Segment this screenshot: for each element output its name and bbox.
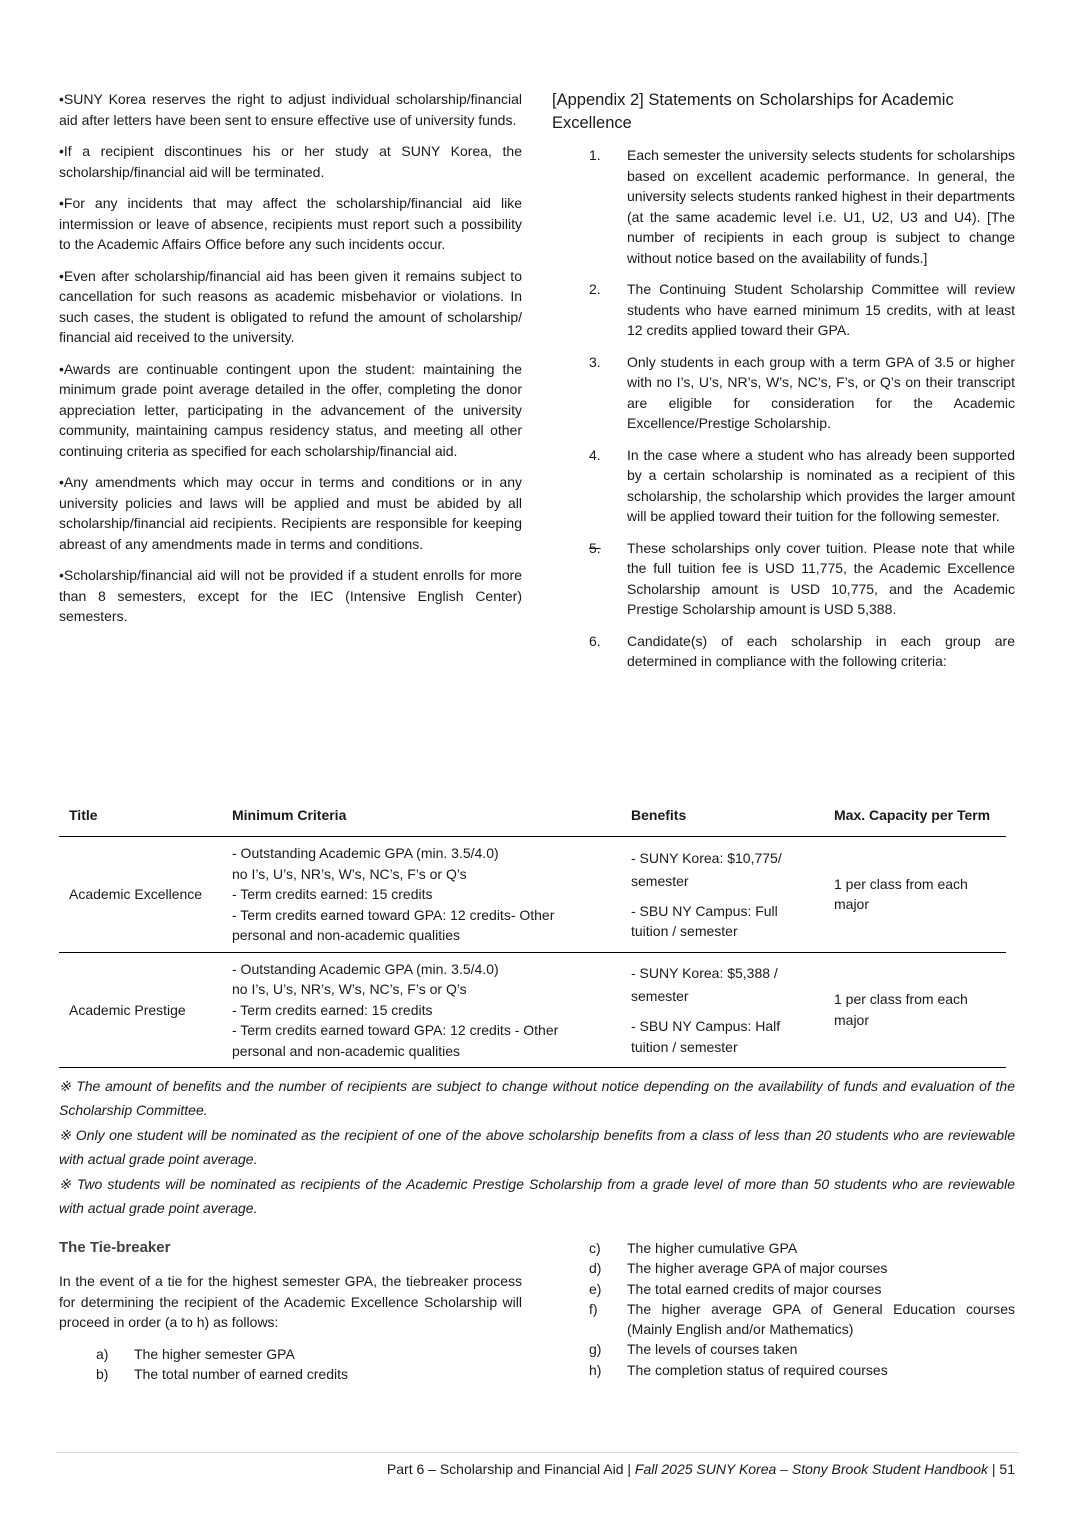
item-text: The higher average GPA of General Education courses (Mainly English and/or Mathematics): [627, 1300, 1015, 1338]
criteria-line: no I’s, U’s, NR’s, W’s, NC’s, F’s or Q’s: [232, 981, 467, 997]
item-label: f): [589, 1300, 598, 1317]
benefits-cell: [621, 837, 824, 953]
item-number: 2.: [589, 281, 601, 297]
appendix-title: [Appendix 2] Statements on Scholarships for Academic Excellence: [552, 91, 954, 132]
item-label: h): [589, 1361, 602, 1378]
appendix-list: [552, 145, 1015, 672]
item-text: The total number of earned credits: [134, 1365, 349, 1382]
item-text: The Continuing Student Scholarship Committee will review students who have earned minimum 15 credits, with at least 12 credits applied toward their GPA.: [627, 281, 1015, 338]
item-label: b): [96, 1365, 109, 1382]
benefit-line: - SBU NY Campus: Full tuition / semester: [631, 902, 778, 940]
capacity-cell: 1 per class from each major: [824, 952, 1006, 1068]
item-number: 3.: [589, 353, 601, 370]
appendix-column: [552, 89, 1015, 683]
criteria-line: - Term credits earned toward GPA: 12 credits- Other personal and non-academic qualities: [232, 906, 555, 943]
footer-separator: |: [988, 1461, 1000, 1477]
note: ※ Two students will be nominated as recipients of the Academic Prestige Scholarship from a grade level of more than 50 students who are reviewable with actual grade point average.: [59, 1176, 1015, 1216]
tiebreaker-item: [552, 1238, 1015, 1258]
appendix-item: [552, 631, 1015, 672]
item-label: a): [96, 1345, 109, 1362]
conditions-column: [59, 89, 522, 638]
criteria-line: - Term credits earned: 15 credits: [232, 886, 433, 902]
footer-section: Part 6 – Scholarship and Financial Aid: [386, 1461, 624, 1477]
note: ※ Only one student will be nominated as the recipient of one of the above scholarship benefits from a class of less than 20 students who are reviewable with actual grade point average.: [59, 1127, 1015, 1167]
tiebreaker-title: The Tie-breaker: [59, 1239, 171, 1256]
appendix-item: [552, 352, 1015, 434]
tiebreaker-item: [552, 1299, 1015, 1340]
tiebreaker-item: [552, 1339, 1015, 1359]
condition-paragraph: •For any incidents that may affect the scholarship/financial aid like intermission or leave of absence, recipients must report such a possibility to the Academic Affairs Office before any such incidents occur.: [59, 195, 522, 252]
footer-divider: [56, 1452, 1019, 1453]
note: ※ The amount of benefits and the number of recipients are subject to change without notice depending on the availability of funds and evaluation of the Scholarship Committee.: [59, 1078, 1015, 1118]
column-header-criteria: Minimum Criteria: [222, 792, 621, 837]
benefits-cell: [621, 952, 824, 1068]
criteria-line: - Term credits earned toward GPA: 12 credits - Other personal and non-academic qualities: [232, 1022, 559, 1059]
column-header-title: Title: [59, 792, 222, 837]
item-text: In the case where a student who has already been supported by a certain scholarship is nominated as a recipient of this scholarship, the scholarship which provides the larger amount will be applied toward their tuition for the following semester.: [627, 446, 1015, 524]
page-number: 51: [999, 1461, 1015, 1477]
item-text: The levels of courses taken: [627, 1341, 798, 1358]
condition-paragraph: •Any amendments which may occur in terms and conditions or in any university policies and laws will be applied and must be abided by all scholarship/financial aid recipients. Recipients are responsible for keeping abreast of any amendments made in terms and conditions.: [59, 474, 522, 552]
benefit-line: - SBU NY Campus: Half tuition / semester: [631, 1018, 781, 1055]
condition-paragraph: •Scholarship/financial aid will not be provided if a student enrolls for more than 8 semesters, except for the IEC (Intensive English Center) semesters.: [59, 567, 522, 624]
item-number: 5.: [589, 539, 601, 556]
scholarship-table: [59, 792, 1006, 1068]
tiebreaker-list: [552, 1238, 1015, 1380]
table-notes: [59, 1074, 1015, 1221]
item-text: Each semester the university selects students for scholarships based on excellent academic performance. In general, the university selects students ranked highest in their departments (at the same academic level i.e. U1, U2, U3 and U4). [The number of recipients in each group is subject to change without notice based on the availability of funds.]: [627, 147, 1015, 266]
item-number: 4.: [589, 446, 601, 463]
benefit-line: - SUNY Korea: $10,775/ semester: [631, 849, 782, 889]
column-header-capacity: Max. Capacity per Term: [824, 792, 1006, 837]
tiebreaker-list-left: [59, 1344, 522, 1385]
tiebreaker-item: [59, 1344, 522, 1364]
item-number: 1.: [589, 147, 601, 163]
tiebreaker-item: [552, 1360, 1015, 1380]
item-number: 6.: [589, 632, 601, 649]
tiebreaker-list-right: [552, 1238, 1015, 1380]
item-label: g): [589, 1341, 602, 1358]
capacity-cell: 1 per class from each major: [824, 837, 1006, 953]
page-footer: [387, 1460, 1015, 1478]
tiebreaker-item: [552, 1258, 1015, 1278]
criteria-cell: [222, 952, 621, 1068]
item-text: These scholarships only cover tuition. Please note that while the full tuition fee is USD 11,775, the Academic Excellence Scholarship amount is USD 10,775, and the Academic Prestige Scholarship amount is USD 5,388.: [627, 539, 1015, 617]
criteria-line: - Term credits earned: 15 credits: [232, 1001, 433, 1018]
criteria-cell: [222, 837, 621, 953]
criteria-line: no I’s, U’s, NR’s, W’s, NC’s, F’s or Q’s: [232, 865, 467, 882]
item-text: Candidate(s) of each scholarship in each group are determined in compliance with the following criteria:: [627, 632, 1015, 669]
scholarship-title: Academic Excellence: [59, 837, 222, 953]
tiebreaker-item: [59, 1364, 522, 1384]
item-text: The higher semester GPA: [134, 1345, 295, 1362]
scholarship-title: Academic Prestige: [59, 952, 222, 1068]
item-text: Only students in each group with a term GPA of 3.5 or higher with no I’s, U’s, NR’s, W’s, NC’s, F’s, or Q’s on their transcript are eligible for consideration for the Academic Excellence/Prestige Scholarship.: [627, 353, 1015, 431]
criteria-line: - Outstanding Academic GPA (min. 3.5/4.0): [232, 845, 499, 861]
benefit-line: - SUNY Korea: $5,388 / semester: [631, 965, 778, 1005]
tiebreaker-section: [59, 1238, 522, 1384]
table-header-row: [59, 792, 1006, 837]
criteria-line: - Outstanding Academic GPA (min. 3.5/4.0): [232, 960, 499, 977]
item-label: e): [589, 1280, 602, 1297]
item-label: c): [589, 1240, 601, 1256]
column-header-benefits: Benefits: [621, 792, 824, 837]
condition-paragraph: •SUNY Korea reserves the right to adjust individual scholarship/financial aid after letters have been sent to ensure effective use of university funds.: [59, 91, 522, 128]
table-row: [59, 952, 1006, 1068]
tiebreaker-item: [552, 1279, 1015, 1299]
condition-paragraph: •Even after scholarship/financial aid has been given it remains subject to cancellation for such reasons as academic misbehavior or violations. In such cases, the student is obligated to refund the amount of scholarship/ financial aid received to the university.: [59, 267, 522, 345]
appendix-item: [552, 445, 1015, 527]
footer-separator: |: [623, 1461, 635, 1477]
item-text: The completion status of required courses: [627, 1361, 888, 1378]
condition-paragraph: •Awards are continuable contingent upon the student: maintaining the minimum grade point average detailed in the offer, completing the donor appreciation letter, participating in the advancement of the university community, maintaining campus residency status, and meeting all other continuing criteria as specified for each scholarship/financial aid.: [59, 360, 522, 459]
footer-handbook-title: Fall 2025 SUNY Korea – Stony Brook Student Handbook: [634, 1461, 988, 1477]
appendix-item: [552, 279, 1015, 341]
condition-paragraph: •If a recipient discontinues his or her study at SUNY Korea, the scholarship/financial aid will be terminated.: [59, 143, 522, 180]
item-text: The higher cumulative GPA: [627, 1240, 798, 1256]
item-text: The higher average GPA of major courses: [627, 1260, 888, 1277]
item-label: d): [589, 1260, 602, 1277]
item-text: The total earned credits of major courses: [627, 1280, 882, 1297]
appendix-item: [552, 538, 1015, 620]
table-row: [59, 837, 1006, 953]
tiebreaker-intro: In the event of a tie for the highest semester GPA, the tiebreaker process for determining the recipient of the Academic Excellence Scholarship will proceed in order (a to h) as follows:: [59, 1273, 522, 1330]
appendix-item: [552, 145, 1015, 268]
